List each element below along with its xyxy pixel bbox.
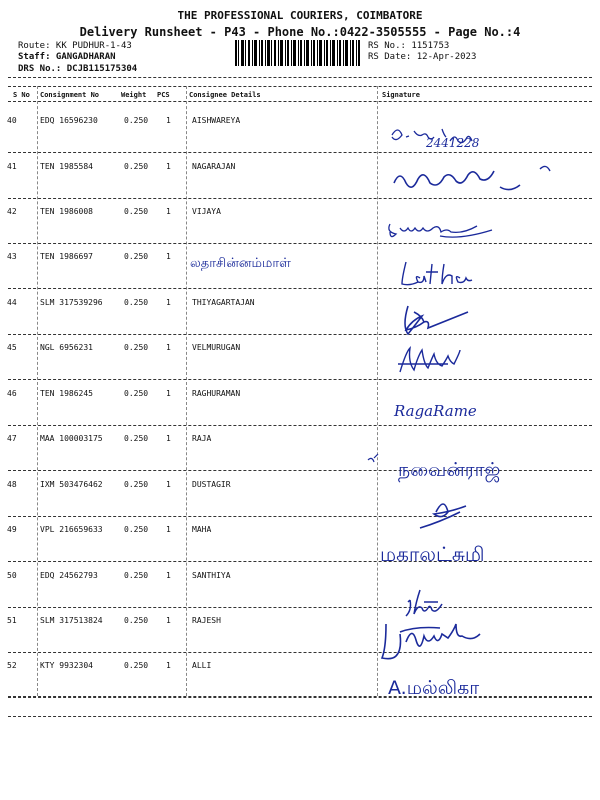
row-weight: 0.250 [124, 661, 149, 670]
signature-scribble [380, 206, 580, 250]
row-pcs: 1 [166, 207, 171, 216]
row-consignment-no: MAA 100003175 [40, 434, 103, 443]
row-sno: 42 [7, 207, 17, 216]
row-pcs: 1 [166, 480, 171, 489]
row-consignee-handwritten: லதாசின்னம்மாள் [190, 256, 291, 271]
rs-date: RS Date: 12-Apr-2023 [368, 52, 477, 62]
header-divider-2 [8, 86, 592, 87]
row-sno: 43 [7, 252, 17, 261]
row-consignment-no: EDQ 24562793 [40, 571, 98, 580]
col-divider [37, 86, 38, 696]
row-consignee-name: VIJAYA [192, 207, 221, 216]
col-divider [377, 86, 378, 696]
signature-scribble [380, 157, 580, 201]
row-pcs: 1 [166, 252, 171, 261]
row-pcs: 1 [166, 616, 171, 625]
row-consignee-name: THIYAGARTAJAN [192, 298, 255, 307]
row-consignment-no: KTY 9932304 [40, 661, 93, 670]
row-pcs: 1 [166, 571, 171, 580]
signature-scribble [380, 298, 580, 342]
row-pcs: 1 [166, 525, 171, 534]
signature-scribble [380, 342, 580, 386]
row-consignment-no: SLM 317513824 [40, 616, 103, 625]
row-weight: 0.250 [124, 571, 149, 580]
row-consignee-name: MAHA [192, 525, 212, 534]
row-pcs: 1 [166, 434, 171, 443]
signature-scribble [380, 113, 580, 157]
signature-scribble [380, 666, 580, 710]
row-consignee-name: DUSTAGIR [192, 480, 231, 489]
row-consignment-no: EDQ 16596230 [40, 116, 98, 125]
staff-label: Staff: GANGADHARAN [18, 52, 116, 62]
row-weight: 0.250 [124, 480, 149, 489]
drs-label: DRS No.: DCJB115175304 [18, 64, 138, 74]
svg-text:RagaRame: RagaRame [394, 402, 477, 420]
signature-scribble [400, 488, 520, 532]
row-weight: 0.250 [124, 525, 149, 534]
row-sno: 41 [7, 162, 17, 171]
rs-number: RS No.: 1151753 [368, 41, 450, 51]
row-weight: 0.250 [124, 434, 149, 443]
col-sno: S No [13, 91, 30, 99]
company-title: THE PROFESSIONAL COURIERS, COIMBATORE [177, 9, 423, 22]
footer-divider [8, 716, 592, 717]
row-consignment-no: NGL 6956231 [40, 343, 93, 352]
row-weight: 0.250 [124, 343, 149, 352]
row-weight: 0.250 [124, 207, 149, 216]
row-consignee-name: SANTHIYA [192, 571, 231, 580]
signature-scribble [380, 580, 580, 624]
svg-text:A.மல்லிகா: A.மல்லிகா [388, 677, 480, 699]
route-label: Route: KK PUDHUR-1-43 [18, 41, 132, 51]
row-consignee-name: AISHWAREYA [192, 116, 241, 125]
row-consignment-no: IXM 503476462 [40, 480, 103, 489]
signature-scribble [380, 388, 580, 432]
row-consignment-no: TEN 1985584 [40, 162, 93, 171]
row-consignment-no: SLM 317539296 [40, 298, 103, 307]
row-pcs: 1 [166, 298, 171, 307]
signature-scribble [360, 446, 580, 490]
col-signature: Signature [382, 91, 420, 99]
header-divider-bottom [8, 101, 592, 102]
row-consignee-name: RAGHURAMAN [192, 389, 241, 398]
row-weight: 0.250 [124, 252, 149, 261]
row-consignment-no: TEN 1986245 [40, 389, 93, 398]
svg-text:நவைன்ராஜ்: நவைன்ராஜ் [398, 459, 501, 481]
row-sno: 46 [7, 389, 17, 398]
svg-text:மகாலட்சுமி: மகாலட்சுமி [380, 542, 485, 566]
col-details: Consignee Details [189, 91, 261, 99]
svg-text:2441228: 2441228 [426, 136, 480, 150]
col-pcs: PCS [157, 91, 170, 99]
row-sno: 47 [7, 434, 17, 443]
barcode-image [235, 40, 360, 66]
col-divider [186, 86, 187, 696]
signature-scribble [380, 620, 580, 664]
row-sno: 45 [7, 343, 17, 352]
row-pcs: 1 [166, 661, 171, 670]
runsheet-subtitle: Delivery Runsheet - P43 - Phone No.:0422-3505555 - Page No.:4 [79, 25, 521, 39]
row-sno: 40 [7, 116, 17, 125]
row-sno: 51 [7, 616, 17, 625]
row-weight: 0.250 [124, 616, 149, 625]
row-weight: 0.250 [124, 162, 149, 171]
row-consignee-name: RAJESH [192, 616, 221, 625]
signature-scribble [380, 531, 580, 575]
row-consignee-name: RAJA [192, 434, 212, 443]
row-consignee-name: VELMURUGAN [192, 343, 241, 352]
row-sno: 49 [7, 525, 17, 534]
row-consignment-no: TEN 1986697 [40, 252, 93, 261]
row-pcs: 1 [166, 389, 171, 398]
row-pcs: 1 [166, 162, 171, 171]
row-consignment-no: TEN 1986008 [40, 207, 93, 216]
row-weight: 0.250 [124, 389, 149, 398]
row-pcs: 1 [166, 343, 171, 352]
row-consignee-name: NAGARAJAN [192, 162, 236, 171]
row-sno: 52 [7, 661, 17, 670]
row-sno: 48 [7, 480, 17, 489]
row-consignee-name: ALLI [192, 661, 212, 670]
row-sno: 44 [7, 298, 17, 307]
row-weight: 0.250 [124, 298, 149, 307]
signature-scribble [380, 250, 580, 294]
row-weight: 0.250 [124, 116, 149, 125]
header-divider-top [8, 77, 592, 78]
col-weight: Weight [121, 91, 147, 99]
row-sno: 50 [7, 571, 17, 580]
row-pcs: 1 [166, 116, 171, 125]
row-consignment-no: VPL 216659633 [40, 525, 103, 534]
col-consignment: Consignment No [40, 91, 100, 99]
